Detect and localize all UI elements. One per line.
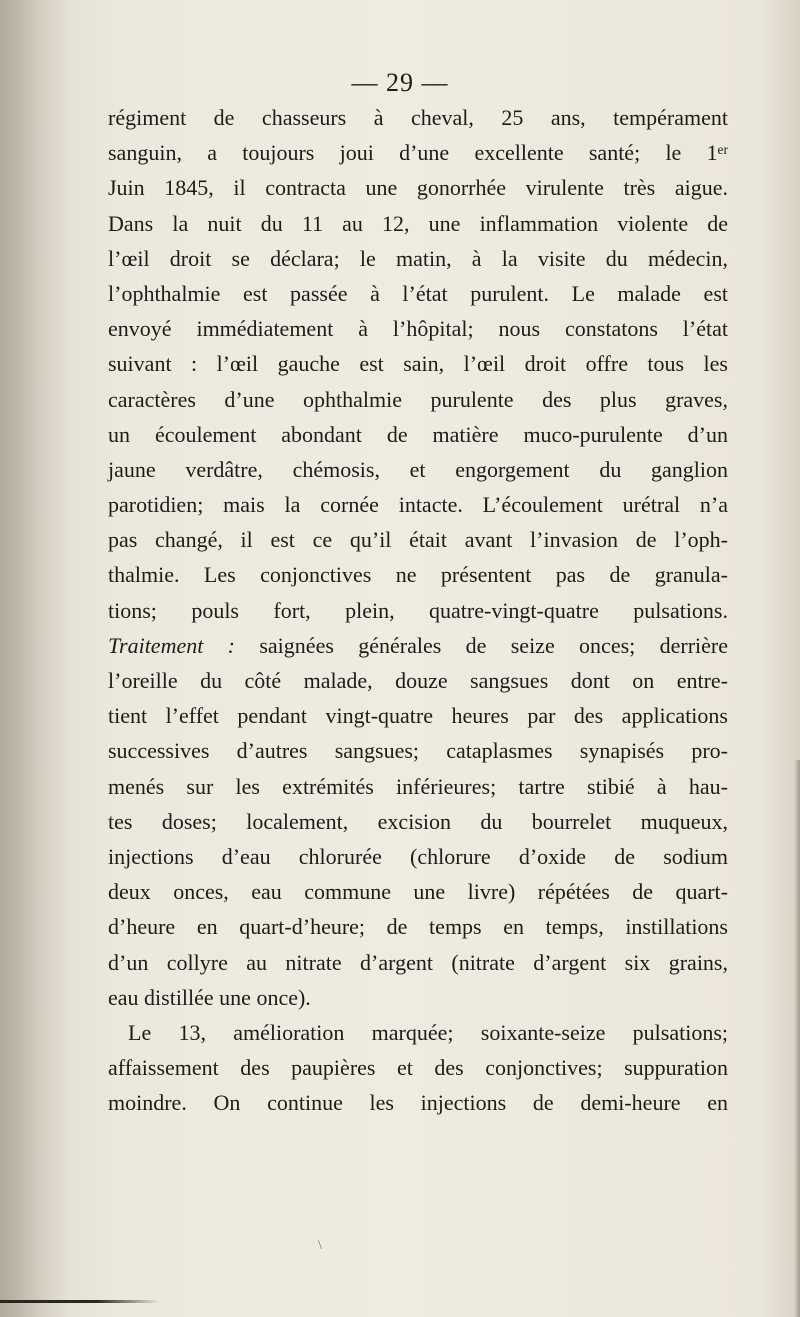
traitement-label: Traitement : <box>108 632 236 658</box>
text-line: deux onces, eau commune une livre) répétées de quart- <box>108 879 728 905</box>
text-line: moindre. On continue les injections de demi-heure en <box>108 1090 728 1116</box>
text-line: l’oreille du côté malade, douze sangsues dont on entre- <box>108 668 728 693</box>
text-line: menés sur les extrémités inférieures; tartre stibié à hau- <box>108 773 728 799</box>
text-line: thalmie. Les conjonctives ne présentent pas de granula- <box>108 562 728 588</box>
text-line: envoyé immédiatement à l’hôpital; nous constatons l’état <box>108 316 728 342</box>
stray-mark: \ <box>318 1238 322 1253</box>
text-line: jaune verdâtre, chémosis, et engorgement du ganglion <box>108 456 728 482</box>
text-line-traitement <box>108 628 728 663</box>
text-line: successives d’autres sangsues; cataplasmes synapisés pro- <box>108 738 728 764</box>
text-line: pas changé, il est ce qu’il était avant l’invasion de l’oph- <box>108 527 728 553</box>
text-line: Juin 1845, il contracta une gonorrhée virulente très aigue. <box>108 175 728 201</box>
binding-shadow <box>0 0 70 1317</box>
page-edge-shadow <box>794 760 800 1317</box>
traitement-text: saignées générales de seize onces; derrière <box>259 632 728 658</box>
text-line: tions; pouls fort, plein, quatre-vingt-quatre pulsations. <box>108 597 728 623</box>
text-line: suivant : l’œil gauche est sain, l’œil droit offre tous les <box>108 351 728 377</box>
text-line: d’un collyre au nitrate d’argent (nitrate d’argent six grains, <box>108 949 728 975</box>
text-line: affaissement des paupières et des conjonctives; suppuration <box>108 1055 728 1081</box>
text-line: injections d’eau chlorurée (chlorure d’oxide de sodium <box>108 843 728 869</box>
bottom-rule <box>0 1300 160 1303</box>
text-line: tes doses; localement, excision du bourrelet muqueux, <box>108 808 728 834</box>
body-text <box>108 100 728 1120</box>
text-line: tient l’effet pendant vingt-quatre heures par des applications <box>108 703 728 729</box>
text-line: l’œil droit se déclara; le matin, à la visite du médecin, <box>108 245 728 271</box>
text-line: d’heure en quart-d’heure; de temps en temps, instillations <box>108 914 728 940</box>
text-line: Le 13, amélioration marquée; soixante-seize pulsations; <box>128 1019 728 1045</box>
text-line: l’ophthalmie est passée à l’état purulent. Le malade est <box>108 280 728 306</box>
text-line: sanguin, a toujours joui d’une excellente santé; le 1ᵉʳ <box>108 140 728 166</box>
text-line: caractères d’une ophthalmie purulente des plus graves, <box>108 386 728 412</box>
text-line: un écoulement abondant de matière muco-purulente d’un <box>108 421 728 447</box>
text-line: eau distillée une once). <box>108 984 311 1010</box>
page-number: — 29 — <box>351 68 449 97</box>
text-line: Dans la nuit du 11 au 12, une inflammation violente de <box>108 210 728 236</box>
text-line: parotidien; mais la cornée intacte. L’écoulement urétral n’a <box>108 492 728 518</box>
text-line: régiment de chasseurs à cheval, 25 ans, tempérament <box>108 105 728 130</box>
